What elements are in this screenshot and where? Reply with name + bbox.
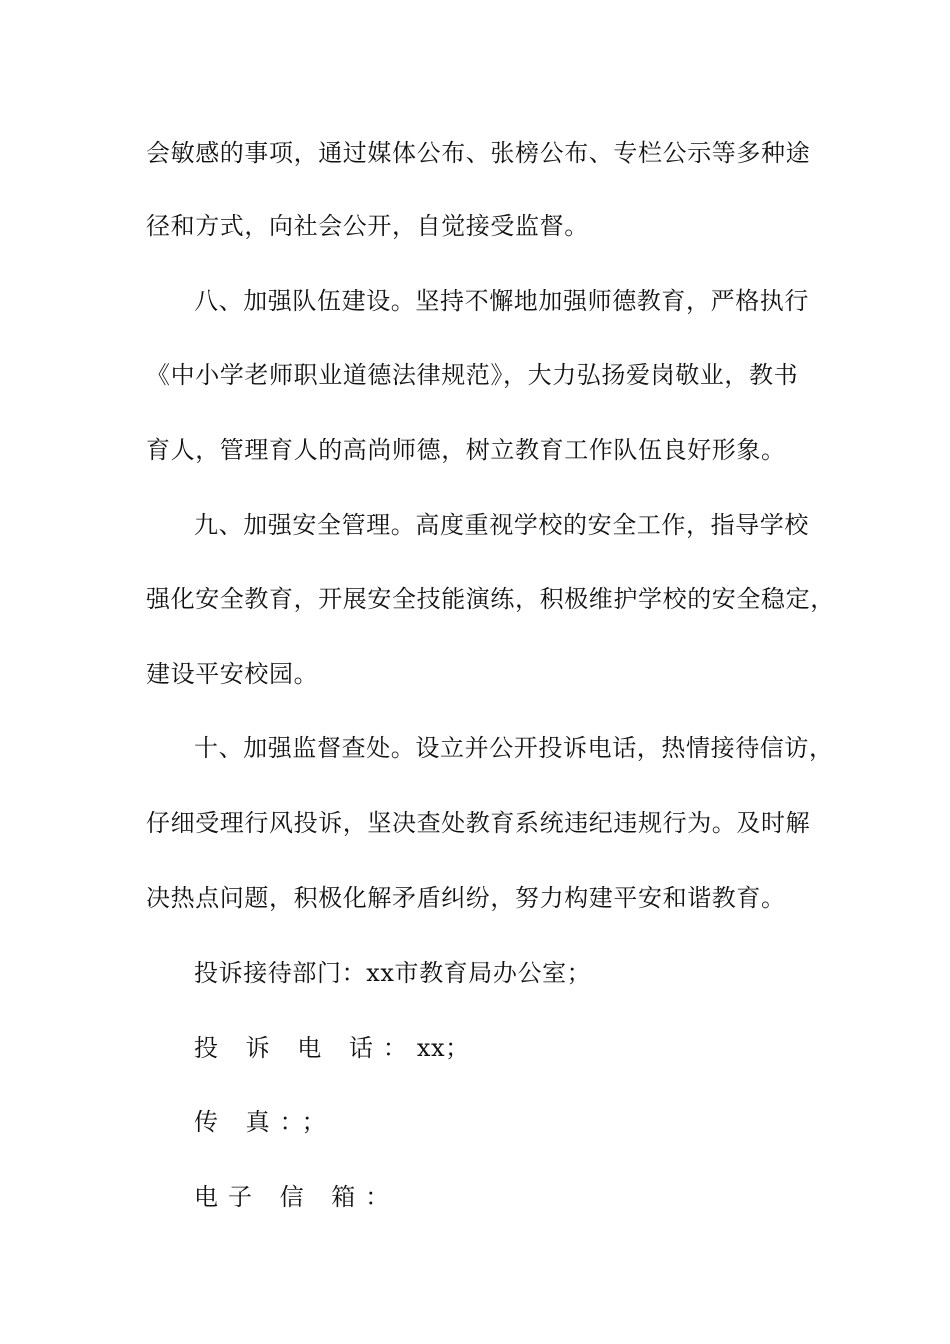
- fax-value: ；: [301, 1108, 327, 1136]
- paragraph-line-2: 径和方式，向社会公开，自觉接受监督。: [146, 212, 589, 240]
- complaint-department: 投诉接待部门：xx市教育局办公室；: [194, 959, 592, 987]
- complaint-phone-label: 投 诉 电 话：: [194, 1034, 417, 1062]
- paragraph-line-1: 会敏感的事项，通过媒体公布、张榜公布、专栏公示等多种途: [146, 139, 811, 167]
- email-label: 电子 信 箱：: [194, 1183, 400, 1211]
- fax: [194, 1107, 326, 1137]
- email: [194, 1182, 399, 1212]
- section-nine-line-3: 建设平安校园。: [146, 660, 319, 688]
- section-eight-line-3: 育人，管理育人的高尚师德，树立教育工作队伍良好形象。: [146, 436, 786, 464]
- section-ten-line-3: 决热点问题，积极化解矛盾纠纷，努力构建平安和谐教育。: [146, 884, 786, 912]
- fax-label: 传 真：: [194, 1108, 302, 1136]
- section-nine-line-2: 强化安全教育，开展安全技能演练，积极维护学校的安全稳定，: [146, 585, 835, 613]
- section-eight-line-1: 八、加强队伍建设。坚持不懈地加强师德教育，严格执行: [194, 287, 809, 315]
- section-ten-line-2: 仔细受理行风投诉，坚决查处教育系统违纪违规行为。及时解: [146, 809, 811, 837]
- section-nine-line-1: 九、加强安全管理。高度重视学校的安全工作，指导学校: [194, 511, 809, 539]
- section-ten-line-1: 十、加强监督查处。设立并公开投诉电话，热情接待信访，: [194, 734, 834, 762]
- section-eight-line-2: 《中小学老师职业道德法律规范》，大力弘扬爱岗敬业，教书: [146, 361, 799, 389]
- complaint-phone: [194, 1033, 470, 1063]
- complaint-phone-value: xx；: [416, 1034, 470, 1062]
